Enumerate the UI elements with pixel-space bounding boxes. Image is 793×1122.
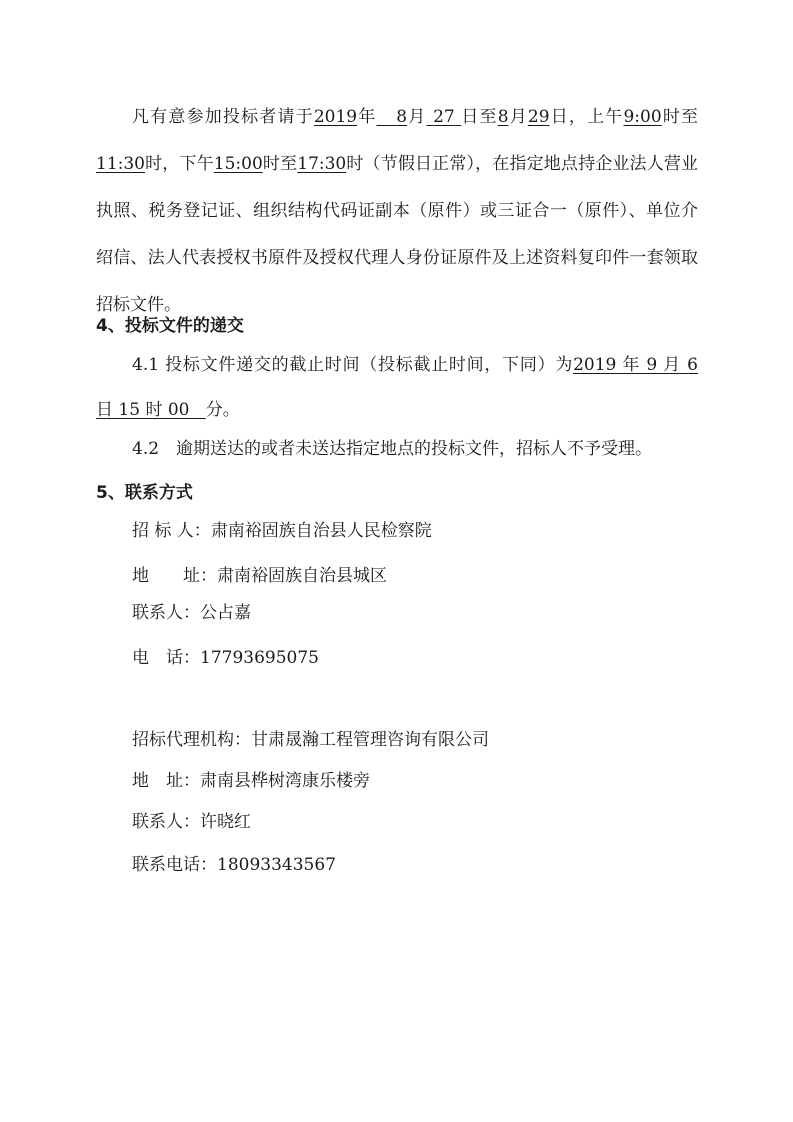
time-connector: 时，下午 [145, 154, 214, 174]
time-connector: 时至 [661, 107, 699, 127]
agency-value: 甘肃晟瀚工程管理咨询有限公司 [251, 730, 489, 750]
time-connector: 时至 [262, 154, 298, 174]
agency-contact-label: 联系人： [132, 812, 200, 832]
end-month-value: 8 [497, 107, 509, 127]
agency-contact-value: 许晓红 [200, 812, 251, 832]
contact-label: 联系人： [132, 603, 200, 623]
address-label: 地 址： [132, 566, 217, 586]
tenderer-line [132, 518, 432, 544]
section-5-heading: 5、联系方式 [96, 483, 193, 503]
end-day-value: 29 [527, 107, 550, 127]
year-value: 2019 [313, 107, 358, 127]
agency-phone-label: 联系电话： [132, 855, 217, 875]
tenderer-label: 招 标 人： [132, 521, 211, 541]
tenderer-contact-line [132, 600, 251, 626]
phone-label: 电 话： [132, 648, 200, 668]
section-4-heading: 4、投标文件的递交 [96, 316, 244, 336]
bid-registration-paragraph [96, 94, 698, 329]
requirements-text: 时（节假日正常），在指定地点持企业法人营业执照、税务登记证、组织结构代码证副本（原件）或三证合一（原件）、单位介绍信、法人代表授权书原件及授权代理人身份证原件及上述资料复印件一套领取招标文件。 [96, 154, 699, 315]
pm-start-time: 15:00 [213, 154, 263, 174]
agency-address-label: 地 址： [132, 771, 200, 791]
phone-value: 17793695075 [200, 648, 319, 668]
tenderer-address-line [132, 563, 387, 589]
agency-phone-value: 18093343567 [217, 855, 336, 875]
deadline-date: 2019 年 9 月 6 日 15 时 00 [96, 355, 698, 420]
tenderer-value: 肃南裕固族自治县人民检察院 [210, 521, 432, 541]
day-unit: 日至 [461, 107, 498, 127]
start-month-value: 8 [396, 107, 408, 127]
pm-end-time: 17:30 [297, 154, 347, 174]
contact-value: 公占嘉 [200, 603, 251, 623]
agency-address-value: 肃南县桦树湾康乐楼旁 [200, 771, 370, 791]
day-unit: 日，上午 [549, 107, 624, 127]
deadline-suffix: 分。 [205, 400, 240, 420]
month-unit: 月 [407, 107, 427, 127]
agency-phone-line [132, 852, 336, 878]
start-day-value: 27 [433, 107, 455, 127]
am-end-time: 11:30 [96, 154, 145, 174]
agency-contact-line [132, 809, 251, 835]
month-unit: 月 [508, 107, 528, 127]
am-start-time: 9:00 [623, 107, 662, 127]
deadline-paragraph [96, 343, 698, 433]
agency-label: 招标代理机构： [132, 730, 251, 750]
intro-text: 凡有意参加投标者请于 [132, 107, 314, 127]
year-unit: 年 [357, 107, 377, 127]
agency-line [132, 727, 489, 753]
agency-address-line [132, 768, 370, 794]
address-value: 肃南裕固族自治县城区 [217, 566, 387, 586]
late-submission-paragraph: 4.2 逾期送达的或者未送达指定地点的投标文件，招标人不予受理。 [132, 439, 653, 459]
tenderer-phone-line [132, 645, 319, 671]
deadline-prefix: 4.1 投标文件递交的截止时间（投标截止时间，下同）为 [132, 355, 574, 375]
